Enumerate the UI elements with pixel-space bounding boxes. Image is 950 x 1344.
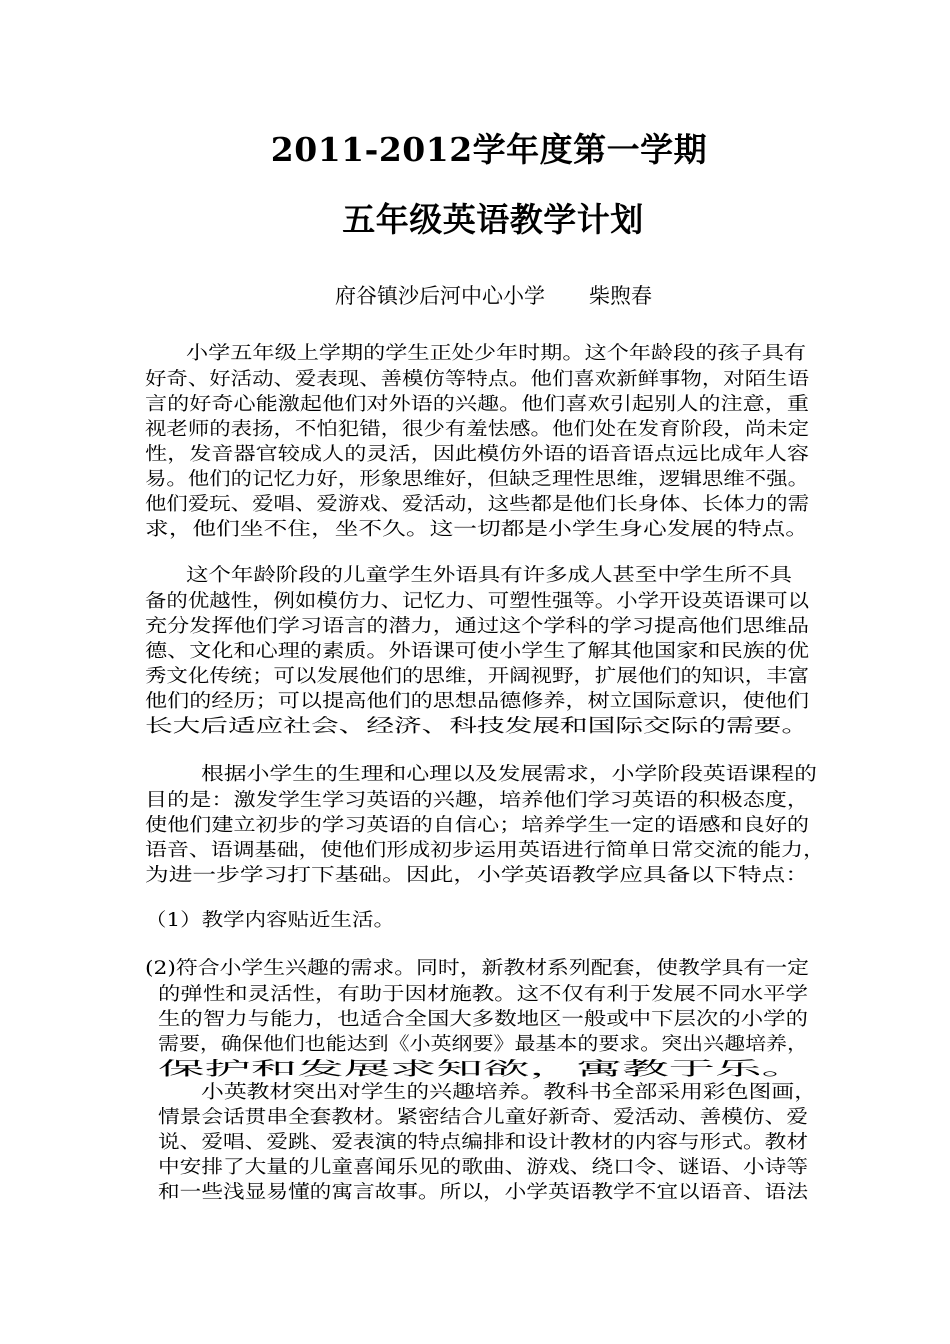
body-line: 语音、语调基础，使他们形成初步运用英语进行简单日常交流的能力， [145, 840, 825, 861]
body-line: 视老师的表扬，不怕犯错，很少有羞怯感。他们处在发育阶段，尚未定 [145, 419, 809, 440]
body-line: 需要，确保他们也能达到《小英纲要》最基本的要求。突出兴趣培养， [158, 1034, 808, 1055]
body-line: 德、文化和心理的素质。外语课可使小学生了解其他国家和民族的优 [145, 641, 809, 662]
body-line: 小英教材突出对学生的兴趣培养。教科书全部采用彩色图画， [201, 1082, 817, 1103]
body-line: （1）教学内容贴近生活。 [145, 910, 395, 931]
body-line: 根据小学生的生理和心理以及发展需求，小学阶段英语课程的 [201, 764, 817, 785]
body-line: 充分发挥他们学习语言的潜力，通过这个学科的学习提高他们思维品 [145, 616, 809, 637]
body-line: 使他们建立初步的学习英语的自信心；培养学生一定的语感和良好的 [145, 815, 809, 836]
body-line: 的弹性和灵活性，有助于因材施教。这不仅有利于发展不同水平学 [158, 984, 808, 1005]
body-line: 中安排了大量的儿童喜闻乐见的歌曲、游戏、绕口令、谜语、小诗等 [158, 1157, 808, 1178]
body-line: 小学五年级上学期的学生正处少年时期。这个年龄段的孩子具有 [186, 343, 806, 364]
body-line: 性，发音器官较成人的灵活，因此模仿外语的语音语点远比成年人容 [145, 444, 809, 465]
body-line: 说、爱唱、爱跳、爱表演的特点编排和设计教材的内容与形式。教材 [158, 1132, 808, 1153]
body-line: (2)符合小学生兴趣的需求。同时，新教材系列配套，使教学具有一定 [145, 958, 809, 979]
body-line: 为进一步学习打下基础。因此，小学英语教学应具备以下特点： [145, 865, 809, 886]
body-line: 求，他们坐不住，坐不久。这一切都是小学生身心发展的特点。 [145, 519, 809, 540]
body-line: 生的智力与能力，也适合全国大多数地区一般或中下层次的小学的 [158, 1009, 808, 1030]
page-subtitle: 五年级英语教学计划 [342, 200, 644, 239]
body-line: 长大后适应社会、经济、科技发展和国际交际的需要。 [145, 716, 809, 737]
body-line: 他们爱玩、爱唱、爱游戏、爱活动，这些都是他们长身体、长体力的需 [145, 494, 809, 515]
body-line: 好奇、好活动、爱表现、善模仿等特点。他们喜欢新鲜事物，对陌生语 [145, 369, 809, 390]
body-line: 目的是：激发学生学习英语的兴趣，培养他们学习英语的积极态度， [145, 790, 809, 811]
body-line: 秀文化传统；可以发展他们的思维，开阔视野，扩展他们的知识，丰富 [145, 666, 809, 687]
body-line: 易。他们的记忆力好，形象思维好，但缺乏理性思维，逻辑思维不强。 [145, 469, 809, 490]
author-name: 柴煦春 [589, 284, 652, 308]
body-line: 情景会话贯串全套教材。紧密结合儿童好新奇、爱活动、善模仿、爱 [158, 1107, 808, 1128]
body-line: 这个年龄阶段的儿童学生外语具有许多成人甚至中学生所不具 [186, 565, 792, 586]
author-school: 府谷镇沙后河中心小学 [335, 284, 545, 308]
body-line: 备的优越性，例如模仿力、记忆力、可塑性强等。小学开设英语课可以 [145, 591, 809, 612]
body-line: 言的好奇心能激起他们对外语的兴趣。他们喜欢引起别人的注意，重 [145, 394, 809, 415]
page-title: 2011-2012学年度第一学期 [270, 130, 708, 169]
body-line: 和一些浅显易懂的寓言故事。所以，小学英语教学不宜以语音、语法 [158, 1182, 808, 1203]
body-line: 他们的经历；可以提高他们的思想品德修养，树立国际意识，使他们 [145, 691, 809, 712]
body-line: 保护和发展求知欲，寓教于乐。 [158, 1059, 808, 1080]
author-line [335, 280, 755, 312]
